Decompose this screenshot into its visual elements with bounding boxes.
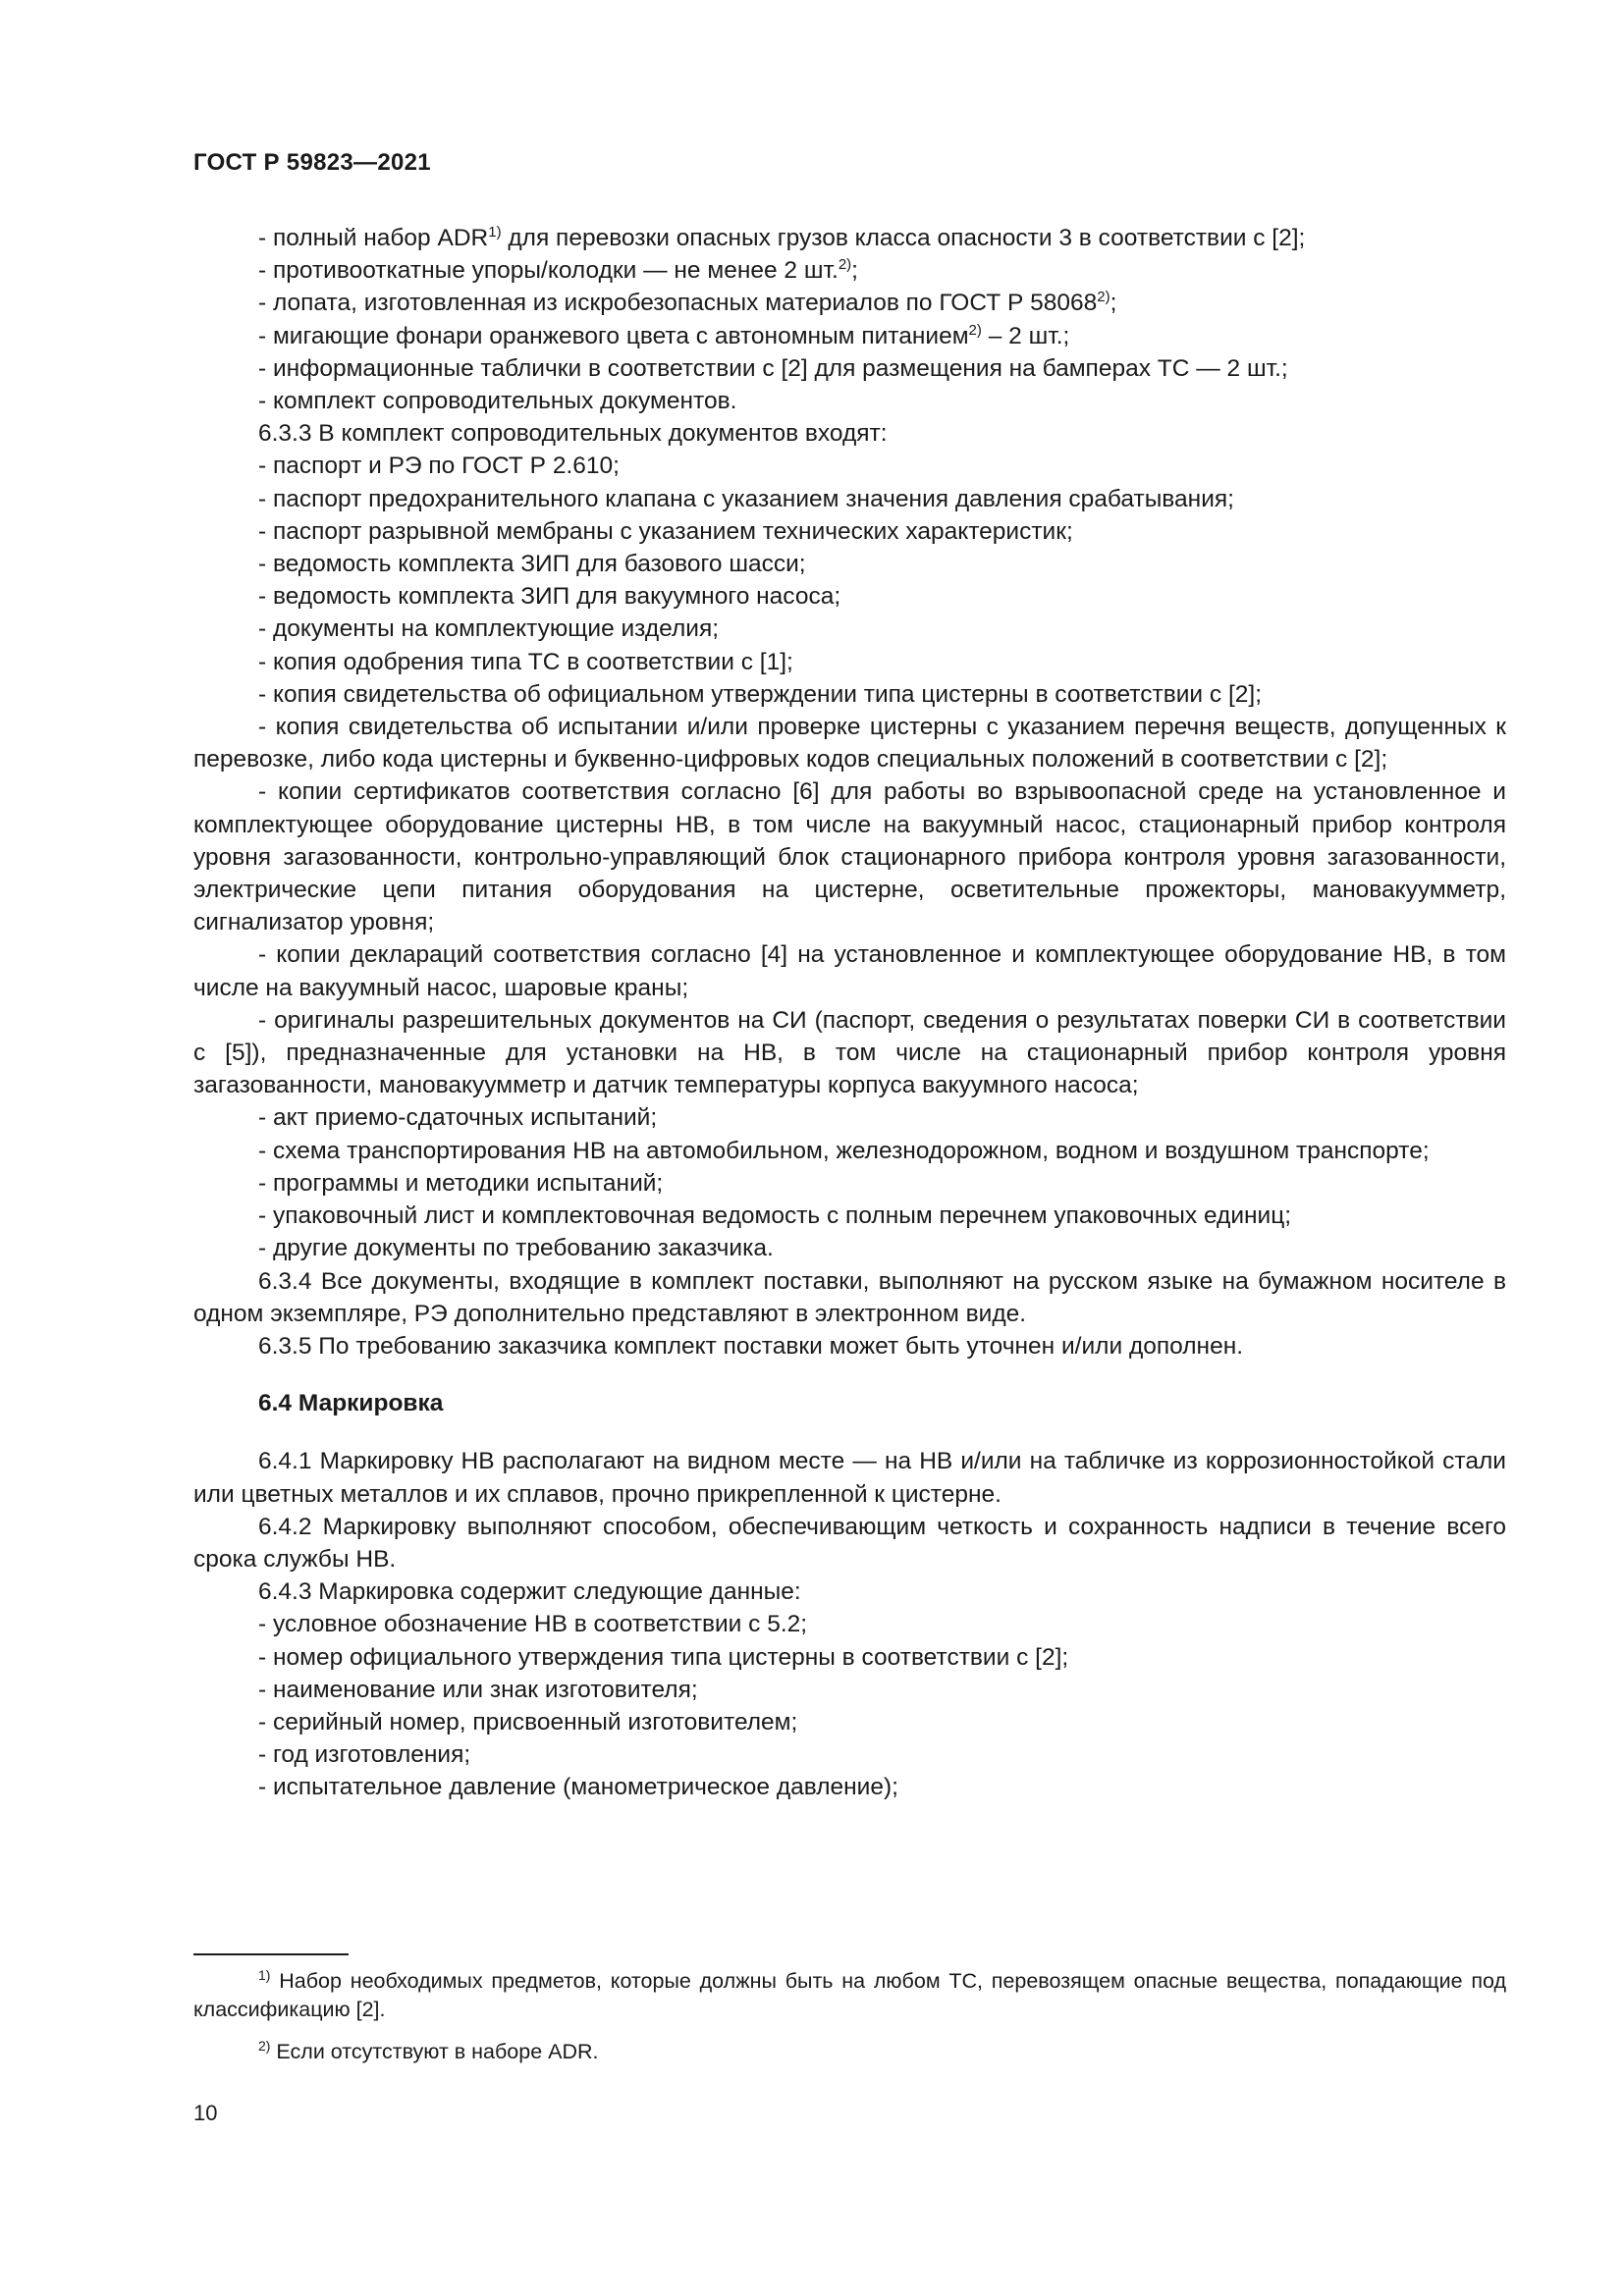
list-item: - оригиналы разрешительных документов на СИ (паспорт, сведения о результатах поверки СИ в соответствии с [5]), предназначенные для установки на НВ, в том числе на стационарный прибор контроля уровня загазованности, мановакуумметр и датчик температуры корпуса вакуумного насоса; xyxy=(193,1006,1506,1099)
footnote-mark: 2) xyxy=(258,2037,271,2054)
list-item: - паспорт разрывной мембраны с указанием технических характеристик; xyxy=(258,517,1073,545)
list-item: - паспорт и РЭ по ГОСТ Р 2.610; xyxy=(258,453,620,480)
list-item: - комплект сопроводительных документов. xyxy=(258,388,737,415)
list-item: - паспорт предохранительного клапана с указанием значения давления срабатывания; xyxy=(258,485,1234,512)
list-item: - наименование или знак изготовителя; xyxy=(258,1676,698,1703)
list-item: - другие документы по требованию заказчика. xyxy=(258,1235,774,1262)
document-header: ГОСТ Р 59823—2021 xyxy=(193,149,431,176)
list-item: - копия одобрения типа ТС в соответствии с [1]; xyxy=(258,648,793,675)
list-item: - акт приемо-сдаточных испытаний; xyxy=(258,1104,658,1132)
paragraph: 6.3.5 По требованию заказчика комплект поставки может быть уточнен и/или дополнен. xyxy=(258,1332,1244,1360)
footnote-text: Если отсутствуют в наборе ADR. xyxy=(270,2040,599,2063)
list-item: - полный набор ADR$^{1)}$ для перевозки опасных грузов класса опасности 3 в соответствии с [2]; xyxy=(258,223,1306,251)
list-item: - номер официального утверждения типа цистерны в соответствии с [2]; xyxy=(258,1643,1069,1671)
list-item: - ведомость комплекта ЗИП для базового шасси; xyxy=(258,551,806,578)
document-body xyxy=(193,222,1506,1804)
section-title: 6.4 Маркировка xyxy=(258,1390,444,1417)
list-item: - копии сертификатов соответствия согласно [6] для работы во взрывоопасной среде на установленное и комплектующее оборудование цистерны НВ, в том числе на вакуумный насос, стационарный прибор контроля уровня загазованности, контрольно-управляющий блок стационарного прибора контроля уровня загазованности, электрические цепи питания оборудования на цистерне, осветительные прожекторы, мановакуумметр, сигнализатор уровня; xyxy=(193,778,1506,936)
paragraph: 6.4.1 Маркировку НВ располагают на видном месте — на НВ и/или на табличке из коррозионностойкой стали или цветных металлов и их сплавов, прочно прикрепленной к цистерне. xyxy=(193,1448,1506,1508)
list-item: - серийный номер, присвоенный изготовителем; xyxy=(258,1708,798,1735)
footnote-mark: 1) xyxy=(258,1966,271,1983)
footnote-ref: 1) xyxy=(488,223,502,240)
list-item: - документы на комплектующие изделия; xyxy=(258,615,720,643)
footnote-divider xyxy=(193,1953,349,1955)
footnote-ref: 2) xyxy=(838,256,852,274)
list-item: - мигающие фонари оранжевого цвета с автономным питанием$^{2)}$ – 2 шт.; xyxy=(258,321,1070,349)
list-item: - информационные таблички в соответствии с [2] для размещения на бамперах ТС — 2 шт.; xyxy=(258,354,1288,382)
list-item: - лопата, изготовленная из искробезопасных материалов по ГОСТ Р 58068$^{2)}$; xyxy=(258,289,1117,317)
list-item: - копии деклараций соответствия согласно [4] на установленное и комплектующее оборудование НВ, в том числе на вакуумный насос, шаровые краны; xyxy=(193,941,1506,1001)
list-item: - год изготовления; xyxy=(258,1741,471,1769)
list-item: - копия свидетельства об испытании и/или проверке цистерны с указанием перечня веществ, допущенных к перевозке, либо кода цистерны и буквенно-цифровых кодов специальных положений в соответствии с [2]; xyxy=(193,714,1506,774)
footnote-text: Набор необходимых предметов, которые должны быть на любом ТС, перевозящем опасные вещества, попадающие под классификацию [2]. xyxy=(193,1969,1506,2021)
footnote xyxy=(193,1967,1506,2024)
footnote xyxy=(193,2038,1506,2066)
footnotes xyxy=(193,1967,1506,2080)
page-number: 10 xyxy=(193,2101,218,2125)
footnote-ref: 2) xyxy=(968,321,982,339)
paragraph: 6.3.3 В комплект сопроводительных документов входят: xyxy=(258,420,888,448)
list-item: - испытательное давление (манометрическое давление); xyxy=(258,1774,898,1801)
footnote-ref: 2) xyxy=(1097,289,1110,306)
list-item: - схема транспортирования НВ на автомобильном, железнодорожном, водном и воздушном транспорте; xyxy=(258,1137,1430,1164)
list-item: - условное обозначение НВ в соответствии с 5.2; xyxy=(258,1611,808,1638)
list-item: - противооткатные упоры/колодки — не менее 2 шт.$^{2)}$; xyxy=(258,256,858,285)
paragraph: 6.3.4 Все документы, входящие в комплект поставки, выполняют на русском языке на бумажном носителе в одном экземпляре, РЭ дополнительно представляют в электронном виде. xyxy=(193,1267,1506,1327)
paragraph: 6.4.3 Маркировка содержит следующие данные: xyxy=(258,1578,801,1606)
list-item: - ведомость комплекта ЗИП для вакуумного насоса; xyxy=(258,583,841,611)
list-item: - программы и методики испытаний; xyxy=(258,1169,664,1197)
list-item: - упаковочный лист и комплектовочная ведомость с полным перечнем упаковочных единиц; xyxy=(258,1202,1292,1230)
list-item: - копия свидетельства об официальном утверждении типа цистерны в соответствии с [2]; xyxy=(258,680,1263,708)
paragraph: 6.4.2 Маркировку выполняют способом, обеспечивающим четкость и сохранность надписи в течение всего срока службы НВ. xyxy=(193,1513,1506,1573)
